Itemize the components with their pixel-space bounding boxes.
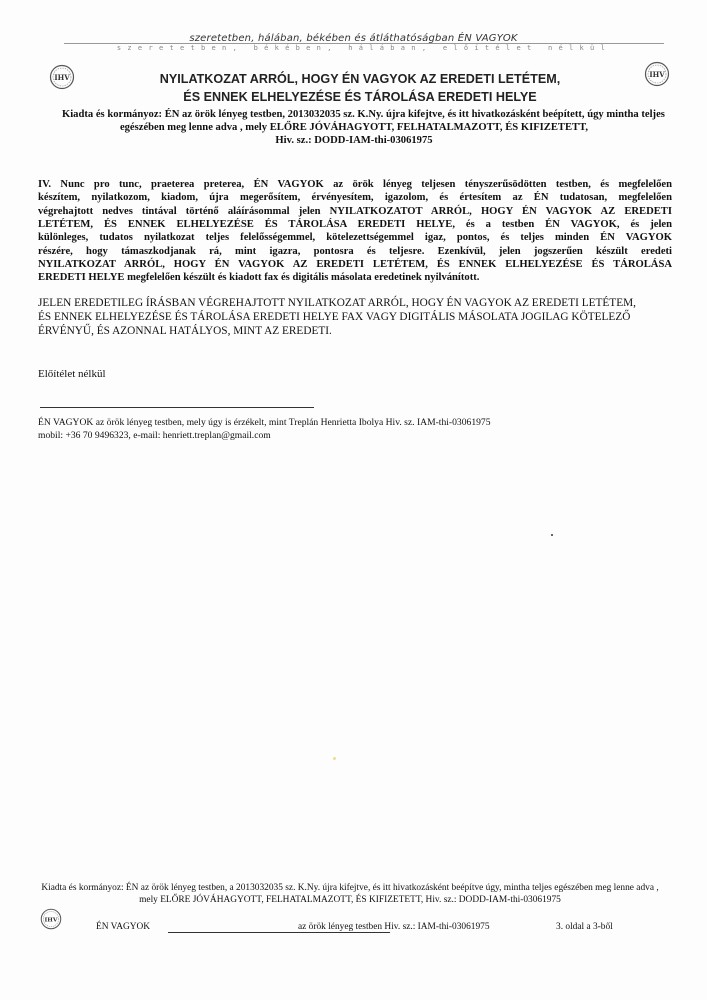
- footer-description: az örök lényeg testben Hiv. sz.: IAM-thi-03061975: [298, 922, 490, 932]
- footer-line: mely ELŐRE JÓVÁHAGYOTT, FELHATALMAZOTT, ÉS KIFIZETETT, Hiv. sz.: DODD-IAM-thi-03061975: [139, 895, 561, 905]
- paragraph-line: készítem, nyilatkozom, kiadom, újra megerősítem, érvényesítem, igazolom, és értesítem az ÉN tudatosan, megfelelően: [38, 192, 672, 204]
- scan-speck: [333, 757, 336, 760]
- paragraph-line: részére, hogy támaszkodjanak rá, mint igazra, pontosra és teljesre. Ezenkívül, jelen jogszerűen készült eredeti: [38, 245, 672, 257]
- seal-logo-icon: [40, 908, 62, 930]
- title-line: ÉS ENNEK ELHELYEZÉSE ÉS TÁROLÁSA EREDETI HELYE: [183, 90, 537, 104]
- header-motto: szeretetben, hálában, békében és átláthatóságban ÉN VAGYOK: [189, 33, 518, 44]
- signatory-name: ÉN VAGYOK az örök lényeg testben, mely úgy is érzékelt, mint Treplán Henrietta Ibolya Hiv. sz. IAM-thi-03061975: [38, 417, 491, 428]
- section-iv-paragraph: [38, 178, 672, 285]
- without-prejudice: Előítélet nélkül: [38, 368, 106, 380]
- svg-text:IHV: IHV: [54, 73, 70, 82]
- scan-speck: [551, 534, 553, 536]
- seal-logo-icon: [644, 61, 670, 87]
- signature-line: [40, 407, 314, 408]
- footer-blank-line: [168, 932, 390, 933]
- issued-line: egészében meg lenne adva , mely ELŐRE JÓVÁHAGYOTT, FELHATALMAZOTT, ÉS KIFIZETETT,: [119, 122, 589, 133]
- paragraph-line: különleges, tudatos nyilatkozat teljes felelősségemmel, kötelezettségemmel igaz, pontos, és teljes minden ÉN VAGYOK: [38, 232, 672, 244]
- header-spaced-line: szeretetben, békében, hálában, előítélet nélkül: [116, 44, 612, 52]
- svg-text:IHV: IHV: [44, 916, 58, 924]
- seal-logo-icon: [49, 64, 75, 90]
- footer-line: Kiadta és kormányoz: ÉN az örök lényeg testben, a 2013032035 sz. K.Ny. újra kifejtve, és itt hivatkozásként beépítve úgy, mintha teljes egészében meg lenne adva ,: [41, 883, 659, 893]
- paragraph-line: LETÉTEM, ÉS ENNEK ELHELYEZÉSE ÉS TÁROLÁSA EREDETI HELYE, és a testben ÉN VAGYOK, és jelen: [38, 219, 672, 231]
- paragraph-line: JELEN EREDETILEG ÍRÁSBAN VÉGREHAJTOTT NYILATKOZAT ARRÓL, HOGY ÉN VAGYOK AZ EREDETI LETÉTEM,: [38, 297, 636, 309]
- footer-label: ÉN VAGYOK: [96, 922, 151, 932]
- paragraph-line: EREDETI HELYE megfelelően készült és kiadott fax és digitális másolata eredetinek nyilvánított.: [38, 272, 480, 284]
- paragraph-line: végrehajtott nedves tintával történő aláírásommal jelen NYILATKOZATOT ARRÓL, HOGY ÉN VAGYOK AZ EREDETI: [38, 205, 672, 217]
- signatory-contact: mobil: +36 70 9496323, e-mail: henriett.treplan@gmail.com: [38, 430, 271, 441]
- footer-issued-by: [30, 882, 670, 906]
- signature-block: [38, 416, 491, 442]
- page-number: 3. oldal a 3-ből: [556, 922, 613, 932]
- paragraph-line: ÉS ENNEK ELHELYEZÉSE ÉS TÁROLÁSA EREDETI HELYE FAX VAGY DIGITÁLIS MÁSOLATA JOGILAG KÖTELEZŐ: [38, 311, 631, 323]
- fax-digital-copy-paragraph: [38, 296, 672, 338]
- title-line: NYILATKOZAT ARRÓL, HOGY ÉN VAGYOK AZ EREDETI LETÉTEM,: [159, 72, 561, 86]
- issued-line: Kiadta és kormányoz: ÉN az örök lényeg testben, 2013032035 sz. K.Ny. újra kifejtve, és itt hivatkozásként beépített, úgy mintha teljes: [62, 109, 665, 120]
- paragraph-line: IV. Nunc pro tunc, praeterea preterea, ÉN VAGYOK az örök lényeg teljesen tényszerűsödötten testben, és megfelelően: [38, 179, 672, 190]
- svg-text:IHV: IHV: [649, 70, 665, 79]
- issued-reference: Hiv. sz.: DODD-IAM-thi-03061975: [275, 135, 433, 146]
- document-title: [100, 70, 620, 106]
- issued-by-block: [62, 108, 665, 147]
- paragraph-line: NYILATKOZAT ARRÓL, HOGY ÉN VAGYOK AZ EREDETI LETÉTEM, ÉS ENNEK ELHELYEZÉSE ÉS TÁROLÁSA: [38, 259, 672, 271]
- paragraph-line: ÉRVÉNYŰ, ÉS AZONNAL HATÁLYOS, MINT AZ EREDETI.: [38, 325, 332, 337]
